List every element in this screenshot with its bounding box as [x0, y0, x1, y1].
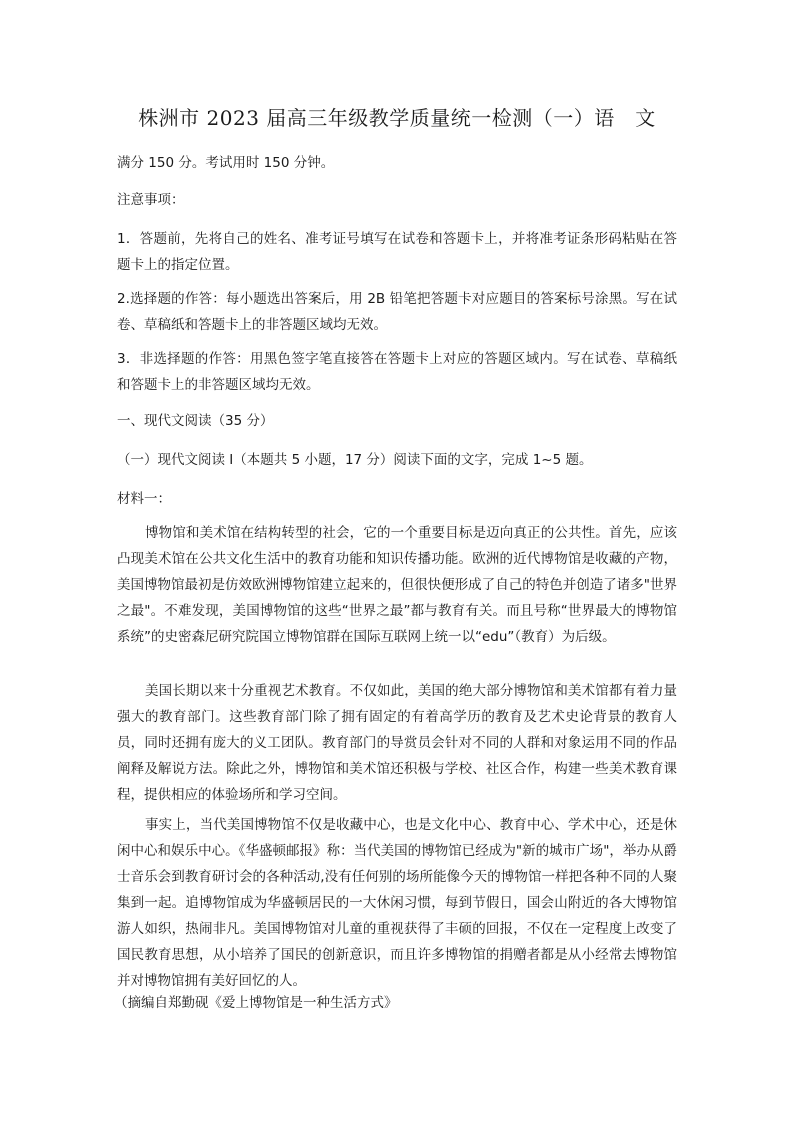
notice-heading: 注意事项：: [117, 192, 185, 208]
body-paragraph-3: 事实上，当代美国博物馆不仅是收藏中心，也是文化中心、教育中心、学术中心，还是休闲中心和娱乐中心。《华盛顿邮报》称：当代美国的博物馆已经成为"新的城市广场"，举办从爵士音乐会到教育研讨会的各种活动,没有任何别的场所能像今天的博物馆一样把各种不同的人聚集到一起。追博物馆成为华盛顿居民的一大休闲习惯，每到节假日，国会山附近的各大博物馆游人如织，热闹非凡。美国博物馆对儿童的重视获得了丰硕的回报，不仅在一定程度上改变了国民教育思想，从小培养了国民的创新意识，而且许多博物馆的捐赠者都是从小经常去博物馆并对博物馆拥有美好回忆的人。: [117, 817, 677, 989]
section-heading: 一、现代文阅读（35 分）: [117, 413, 274, 429]
source-citation: （摘编自郑勤砚《爱上博物馆是一种生活方式》: [114, 995, 398, 1011]
notice-item-1: 1．答题前，先将自己的姓名、准考证号填写在试卷和答题卡上，并将准考证条形码粘贴在答题卡上的指定位置。: [117, 231, 677, 273]
body-paragraph-2: 美国长期以来十分重视艺术教育。不仅如此，美国的绝大部分博物馆和美术馆都有着力量强大的教育部门。这些教育部门除了拥有固定的有着高学历的教育及艺术史论背景的教育人员，同时还拥有庞大的义工团队。教育部门的导赏员会针对不同的人群和对象运用不同的作品阐释及解说方法。除此之外，博物馆和美术馆还积极与学校、社区合作，构建一些美术教育课程，提供相应的体验场所和学习空间。: [117, 683, 677, 803]
material-label: 材料一：: [117, 491, 171, 507]
subsection-heading: （一）现代文阅读 I（本题共 5 小题，17 分）阅读下面的文字，完成 1~5 题。: [117, 452, 593, 468]
notice-item-3: 3．非选择题的作答：用黑色签字笔直接答在答题卡上对应的答题区域内。写在试卷、草稿纸和答题卡上的非答题区域均无效。: [117, 351, 677, 393]
page-title: 株洲市 2023 届高三年级教学质量统一检测（一）语 文: [138, 106, 656, 130]
score-time-note: 满分 150 分。考试用时 150 分钟。: [117, 155, 335, 171]
notice-item-2: 2.选择题的作答：每小题选出答案后，用 2B 铅笔把答题卡对应题目的答案标号涂黑。写在试卷、草稿纸和答题卡上的非答题区域均无效。: [117, 291, 677, 333]
body-paragraph-1: 博物馆和美术馆在结构转型的社会，它的一个重要目标是迈向真正的公共性。首先，应该凸现美术馆在公共文化生活中的教育功能和知识传播功能。欧洲的近代博物馆是收藏的产物，美国博物馆最初是仿效欧洲博物馆建立起来的，但很快便形成了自己的特色并创造了诸多"世界之最"。不难发现，美国博物馆的这些“世界之最”都与教育有关。而且号称“世界最大的博物馆系统”的史密森尼研究院国立博物馆群在国际互联网上统一以“edu”（教育）为后级。: [117, 525, 677, 645]
